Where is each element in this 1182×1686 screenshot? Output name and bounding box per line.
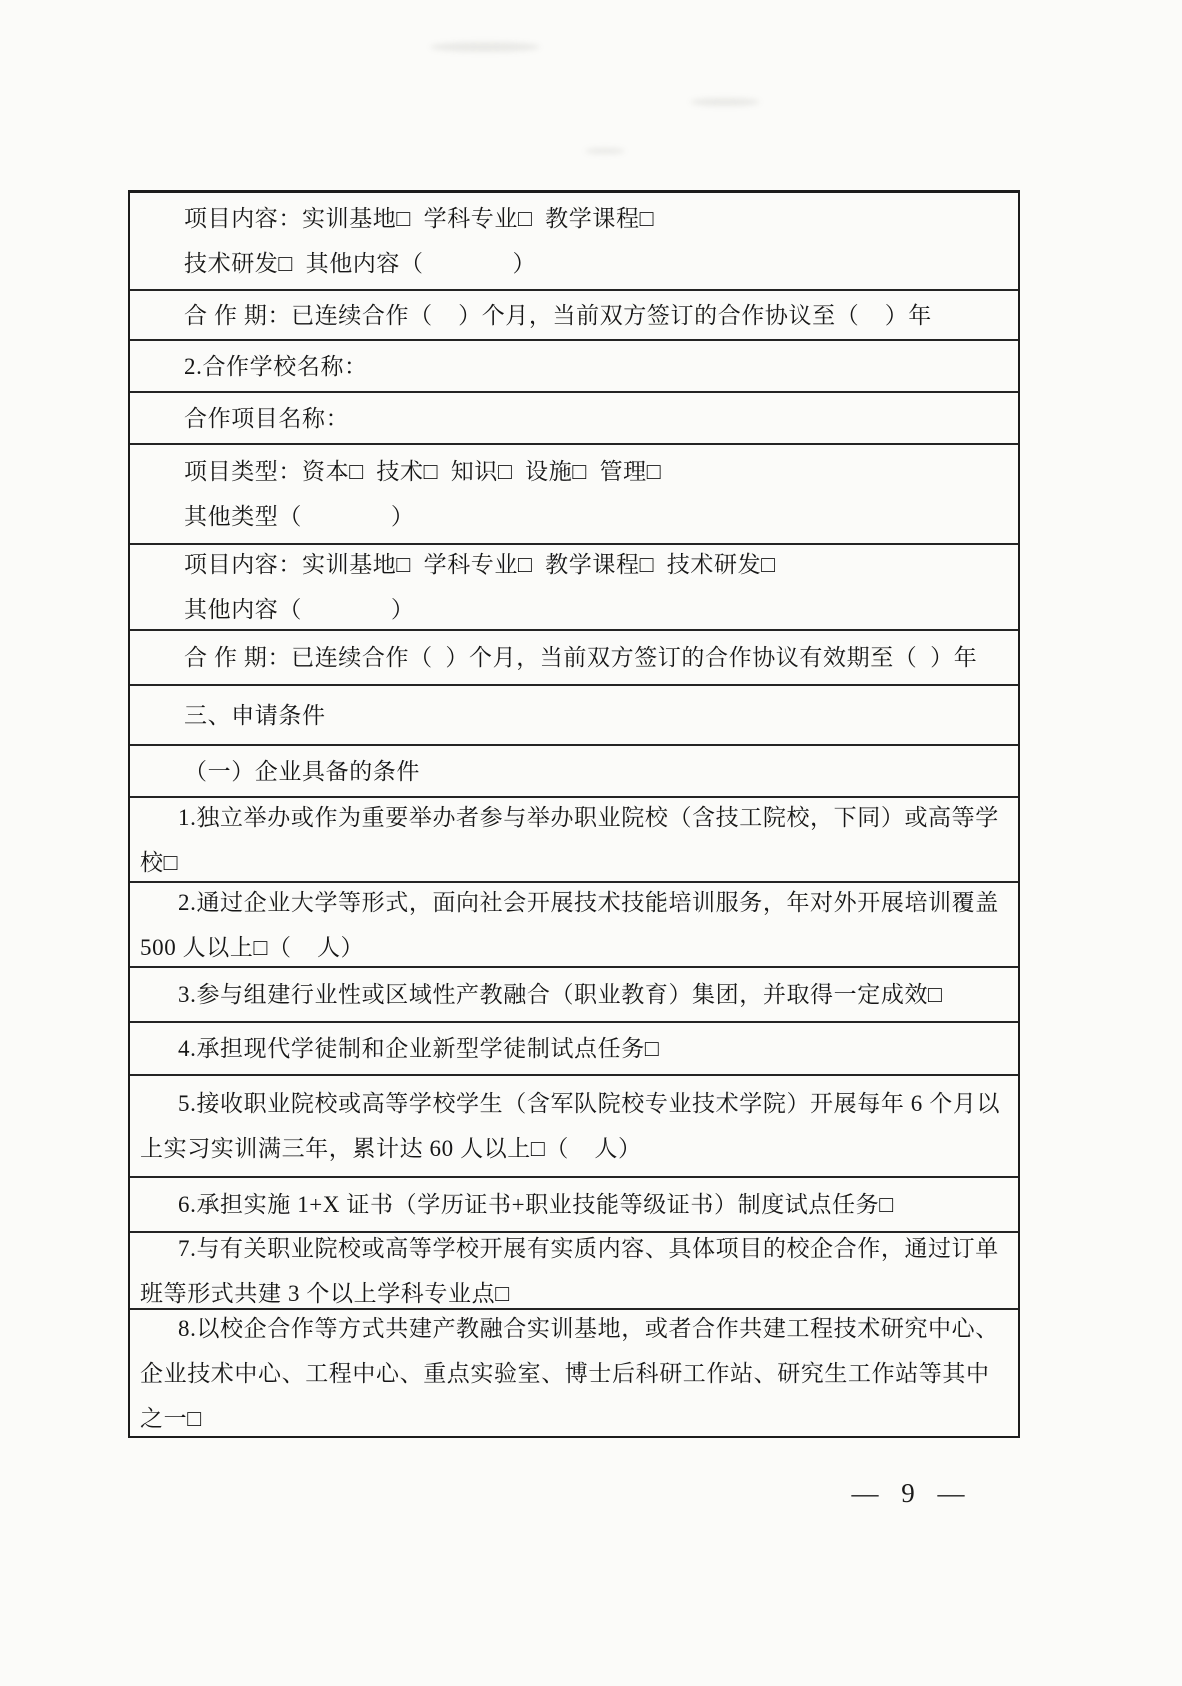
row-line: 校□ bbox=[140, 849, 179, 875]
scan-artifact bbox=[690, 98, 760, 106]
row-line: 其他类型（ ） bbox=[184, 504, 415, 529]
row-line: 合 作 期：已连续合作（ ）个月，当前双方签订的合作协议至（ ）年 bbox=[184, 302, 932, 328]
section-heading-row bbox=[130, 686, 1018, 746]
subsection-heading: （一）企业具备的条件 bbox=[184, 758, 420, 784]
row-line: 1.独立举办或作为重要举办者参与举办职业院校（含技工院校，下同）或高等学 bbox=[178, 804, 999, 830]
table-row bbox=[130, 1023, 1018, 1076]
row-line: 班等形式共建 3 个以上学科专业点□ bbox=[140, 1280, 510, 1306]
table-row bbox=[130, 1233, 1018, 1310]
table-row bbox=[130, 968, 1018, 1023]
table-row bbox=[130, 1076, 1018, 1178]
row-line: 4.承担现代学徒制和企业新型学徒制试点任务□ bbox=[178, 1036, 660, 1061]
row-line: 合作项目名称： bbox=[184, 405, 350, 431]
row-line: 3.参与组建行业性或区域性产教融合（职业教育）集团，并取得一定成效□ bbox=[178, 982, 943, 1007]
row-line: 之一□ bbox=[140, 1405, 202, 1431]
row-line: 项目内容：实训基地□ 学科专业□ 教学课程□ bbox=[184, 206, 655, 231]
table-row bbox=[130, 341, 1018, 393]
table-row bbox=[130, 291, 1018, 341]
row-line: 合 作 期：已连续合作（ ）个月，当前双方签订的合作协议有效期至（ ）年 bbox=[184, 645, 978, 670]
subsection-heading-row bbox=[130, 746, 1018, 798]
row-line: 项目类型：资本□ 技术□ 知识□ 设施□ 管理□ bbox=[184, 459, 662, 484]
row-line: 8.以校企合作等方式共建产教融合实训基地，或者合作共建工程技术研究中心、 bbox=[178, 1315, 999, 1341]
row-line: 技术研发□ 其他内容（ ） bbox=[184, 251, 537, 276]
table-row bbox=[130, 393, 1018, 445]
section-heading: 三、申请条件 bbox=[184, 702, 326, 728]
row-line: 其他内容（ ） bbox=[184, 597, 415, 622]
table-row bbox=[130, 193, 1018, 291]
row-line: 2.通过企业大学等形式，面向社会开展技术技能培训服务，年对外开展培训覆盖 bbox=[178, 889, 999, 915]
page-number: — 9 — bbox=[851, 1478, 973, 1508]
row-line: 项目内容：实训基地□ 学科专业□ 教学课程□ 技术研发□ bbox=[184, 552, 776, 577]
row-line: 6.承担实施 1+X 证书（学历证书+职业技能等级证书）制度试点任务□ bbox=[178, 1192, 894, 1217]
row-line: 上实习实训满三年，累计达 60 人以上□（ 人） bbox=[140, 1136, 642, 1161]
row-line: 2.合作学校名称： bbox=[184, 353, 368, 379]
row-line: 500 人以上□（ 人） bbox=[140, 934, 365, 960]
table-row bbox=[130, 798, 1018, 883]
scan-artifact bbox=[585, 148, 625, 154]
table-row bbox=[130, 545, 1018, 631]
table-row bbox=[130, 1310, 1018, 1436]
table-row bbox=[130, 631, 1018, 686]
form-table bbox=[128, 190, 1020, 1438]
row-line: 5.接收职业院校或高等学校学生（含军队院校专业技术学院）开展每年 6 个月以 bbox=[178, 1091, 1001, 1116]
row-line: 7.与有关职业院校或高等学校开展有实质内容、具体项目的校企合作，通过订单 bbox=[178, 1235, 999, 1261]
scan-artifact bbox=[430, 42, 540, 52]
table-row bbox=[130, 445, 1018, 545]
table-row bbox=[130, 883, 1018, 968]
row-line: 企业技术中心、工程中心、重点实验室、博士后科研工作站、研究生工作站等其中 bbox=[140, 1360, 990, 1386]
